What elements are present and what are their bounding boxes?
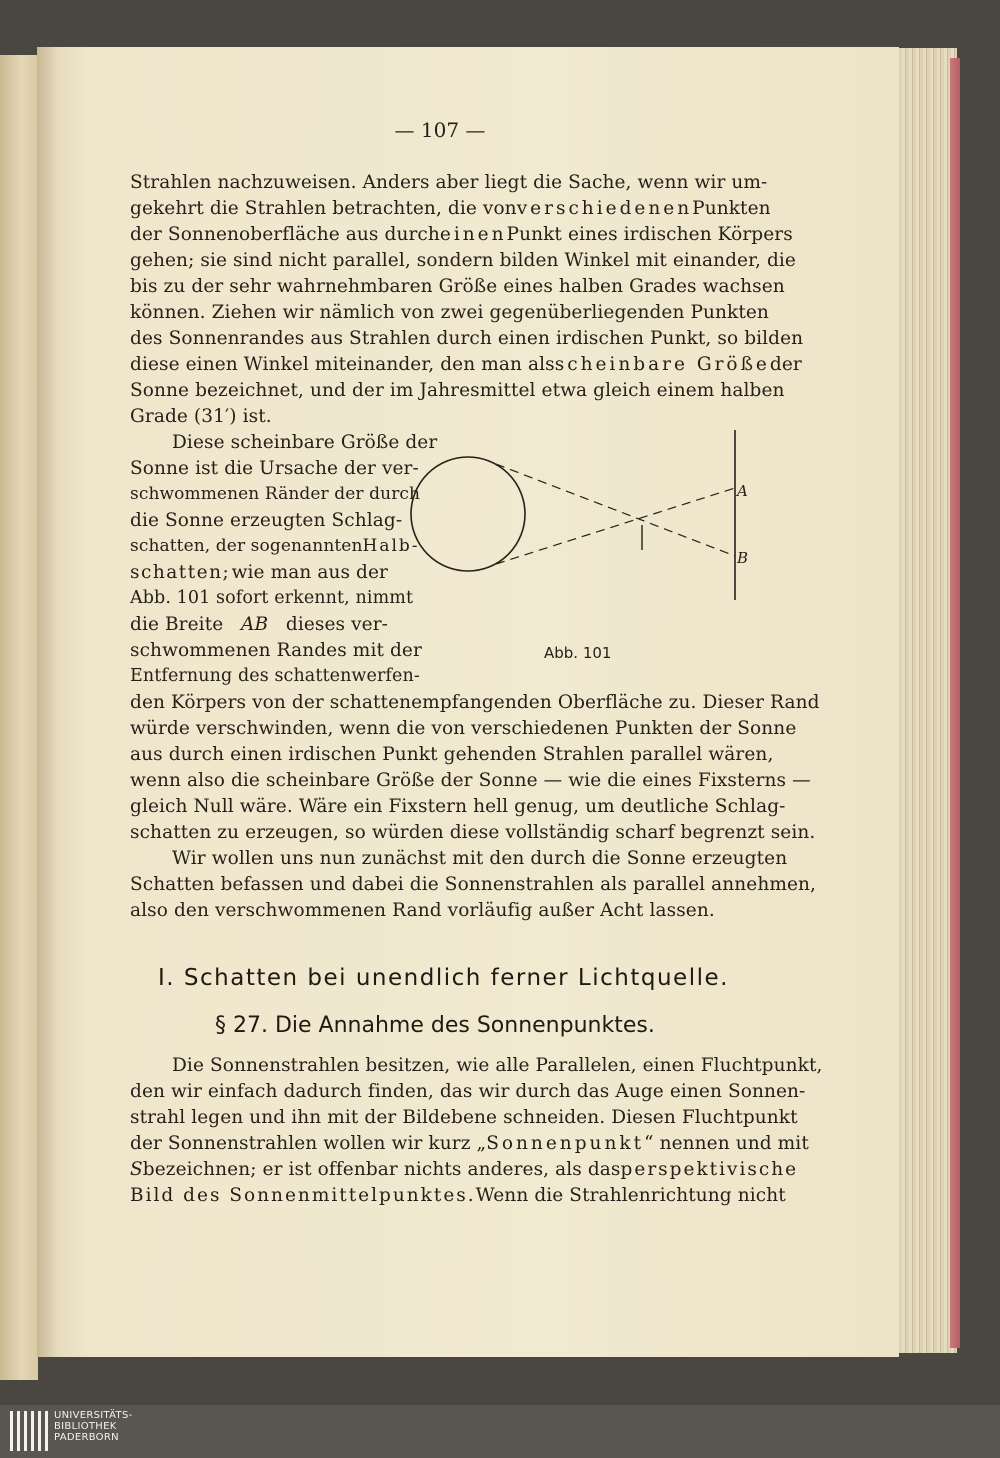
- text-line: Diese scheinbare Größe der: [172, 432, 438, 453]
- logo-line: UNIVERSITÄTS-: [54, 1410, 133, 1421]
- ray-bottom: [496, 488, 735, 564]
- spaced-emphasis: Sonnenpunkt: [486, 1133, 645, 1154]
- text-line: Wir wollen uns nun zunächst mit den durch die Sonne erzeugten: [172, 848, 788, 869]
- spaced-emphasis: Halb-: [362, 536, 420, 556]
- text-line: gehen; sie sind nicht parallel, sondern bilden Winkel mit einander, die: [130, 250, 796, 271]
- text-line: [130, 536, 420, 556]
- text-line: also den verschwommenen Rand vorläufig außer Acht lassen.: [130, 900, 715, 921]
- text-span: der Sonnenstrahlen wollen wir kurz „: [130, 1133, 487, 1154]
- spaced-emphasis: Bild des Sonnenmittelpunktes.: [130, 1185, 476, 1206]
- sun-circle: [411, 457, 525, 571]
- text-line: gleich Null wäre. Wäre ein Fixstern hell genug, um deutliche Schlag-: [130, 796, 786, 817]
- text-line: Abb. 101 sofort erkennt, nimmt: [130, 588, 414, 608]
- label-b: B: [737, 549, 749, 567]
- math-label: AB: [241, 614, 269, 635]
- text-span: bezeichnen; er ist offenbar nichts anderes, als das: [142, 1159, 621, 1180]
- footer-bar: [0, 1405, 1000, 1458]
- text-line: bis zu der sehr wahrnehmbaren Größe eines halben Grades wachsen: [130, 276, 785, 297]
- text-line: den wir einfach dadurch finden, das wir durch das Auge einen Sonnen-: [130, 1081, 806, 1102]
- text-line: Strahlen nachzuweisen. Anders aber liegt die Sache, wenn wir um-: [130, 172, 768, 193]
- red-page-edge: [950, 58, 960, 1348]
- text-line: Sonne ist die Ursache der ver-: [130, 458, 419, 479]
- text-line: [130, 1159, 799, 1180]
- text-line: [130, 1185, 786, 1206]
- library-logo-text: [54, 1410, 133, 1443]
- text-span: die Breite: [130, 614, 224, 635]
- spaced-emphasis: einen: [439, 224, 507, 245]
- text-line: den Körpers von der schattenempfangenden Oberfläche zu. Dieser Rand: [130, 692, 820, 713]
- text-line: [130, 614, 388, 635]
- logo-line: PADERBORN: [54, 1432, 119, 1443]
- label-a: A: [737, 482, 748, 500]
- text-line: wenn also die scheinbare Größe der Sonne — wie die eines Fixsterns —: [130, 770, 811, 791]
- ray-top: [496, 464, 735, 556]
- math-label: S: [130, 1159, 143, 1180]
- text-span: wie man aus der: [231, 562, 388, 583]
- figure-caption: Abb. 101: [544, 644, 612, 662]
- text-span: gekehrt die Strahlen betrachten, die von: [130, 198, 517, 219]
- text-span: “ nennen und mit: [644, 1133, 809, 1154]
- spaced-emphasis: scheinbare Größe: [554, 354, 770, 375]
- text-line: Schatten befassen und dabei die Sonnenstrahlen als parallel annehmen,: [130, 874, 817, 895]
- text-span: diese einen Winkel miteinander, den man als: [130, 354, 555, 375]
- spaced-emphasis: perspektivische: [620, 1159, 799, 1180]
- text-line: können. Ziehen wir nämlich von zwei gegenüberliegenden Punkten: [130, 302, 769, 323]
- text-span: schatten, der sogenannten: [130, 536, 363, 556]
- text-line: Sonne bezeichnet, und der im Jahresmittel etwa gleich einem halben: [130, 380, 785, 401]
- text-line: [130, 1133, 809, 1154]
- text-line: schatten zu erzeugen, so würden diese vollständig scharf begrenzt sein.: [130, 822, 816, 843]
- text-line: Grade (31′) ist.: [130, 406, 272, 427]
- paragraph-heading: § 27. Die Annahme des Sonnenpunktes.: [215, 1013, 655, 1038]
- text-line: [130, 354, 802, 375]
- text-line: Die Sonnenstrahlen besitzen, wie alle Parallelen, einen Fluchtpunkt,: [172, 1055, 823, 1076]
- text-span: der: [769, 354, 802, 375]
- text-line: aus durch einen irdischen Punkt gehenden Strahlen parallel wären,: [130, 744, 774, 765]
- text-span: Punkt eines irdischen Körpers: [506, 224, 793, 245]
- text-line: [130, 562, 388, 583]
- text-line: schwommenen Ränder der durch: [130, 484, 421, 504]
- text-line: schwommenen Randes mit der: [130, 640, 422, 661]
- text-line: würde verschwinden, wenn die von verschiedenen Punkten der Sonne: [130, 718, 797, 739]
- spaced-emphasis: verschiedenen: [516, 198, 693, 219]
- spaced-emphasis: schatten;: [130, 562, 231, 583]
- logo-line: BIBLIOTHEK: [54, 1421, 117, 1432]
- text-line: die Sonne erzeugten Schlag-: [130, 510, 403, 531]
- text-group: [130, 1133, 809, 1154]
- text-span: Punkten: [692, 198, 771, 219]
- page-stack-edges: [895, 48, 957, 1353]
- text-span: der Sonnenoberfläche aus durch: [130, 224, 440, 245]
- text-span: dieses ver-: [285, 614, 388, 635]
- figure-abb-101: [400, 430, 760, 600]
- text-line: strahl legen und ihn mit der Bildebene schneiden. Diesen Fluchtpunkt: [130, 1107, 798, 1128]
- text-line: Entfernung des schattenwerfen-: [130, 666, 420, 686]
- page-number: — 107 —: [394, 118, 486, 142]
- library-logo-icon: [10, 1411, 48, 1451]
- text-line: des Sonnenrandes aus Strahlen durch einen irdischen Punkt, so bilden: [130, 328, 804, 349]
- page-gutter-shadow: [37, 47, 57, 1357]
- left-page-edge: [0, 55, 38, 1380]
- text-span: Wenn die Strahlenrichtung nicht: [475, 1185, 786, 1206]
- text-line: [130, 198, 771, 219]
- text-line: [130, 224, 793, 245]
- section-heading: I. Schatten bei unendlich ferner Lichtquelle.: [158, 965, 729, 991]
